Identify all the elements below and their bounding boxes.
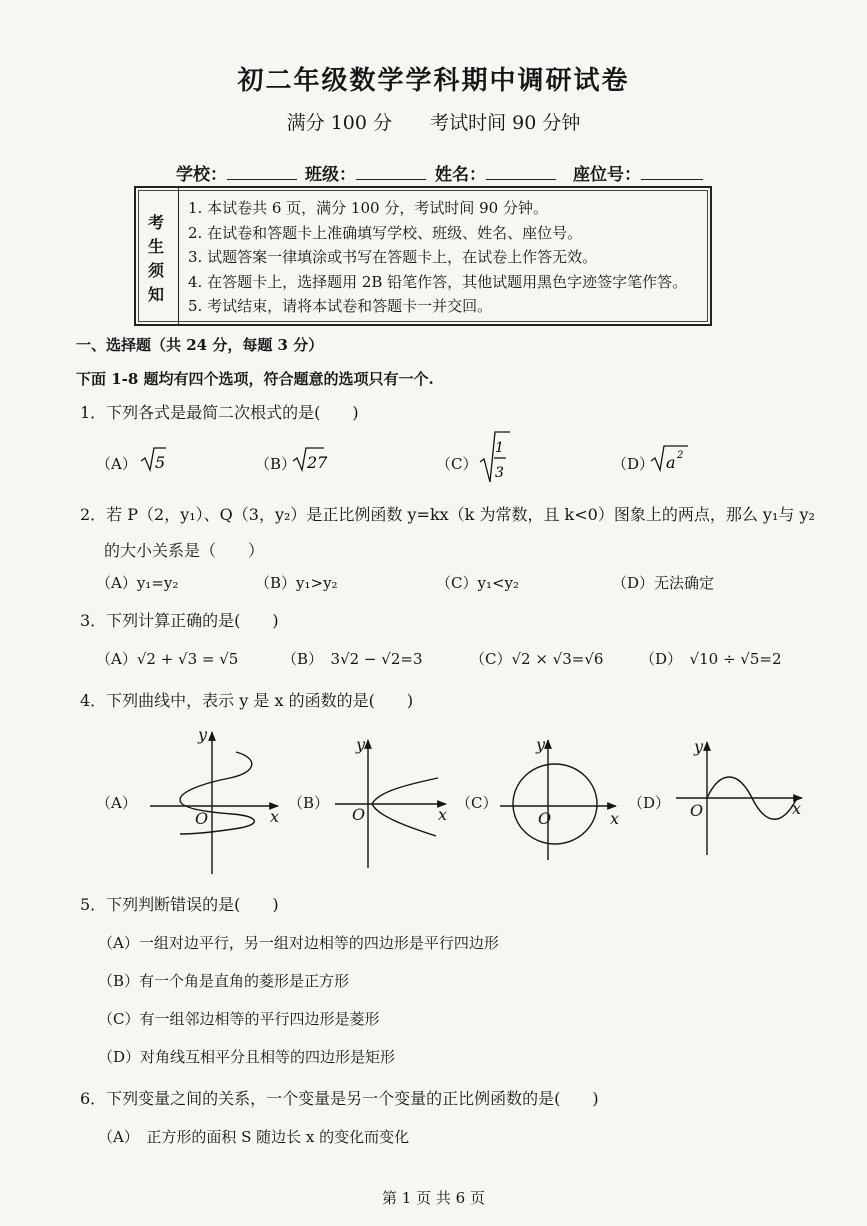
seat-label: 座位号： [573, 165, 641, 185]
notice-item: 1. 本试卷共 6 页，满分 100 分，考试时间 90 分钟。 [188, 199, 548, 217]
full-marks: 满分 100 分 [286, 112, 393, 134]
notice-item: 3. 试题答案一律填涂或书写在答题卡上，在试卷上作答无效。 [188, 248, 598, 266]
graph-b-origin: O [352, 805, 366, 824]
q1-option-c-label: （C） [436, 455, 478, 473]
q5-option-c: （C）有一组邻边相等的平行四边形是菱形 [98, 1010, 380, 1028]
q3-option-b: （B） 3√2 − √2=3 [282, 650, 423, 668]
graph-b [335, 740, 446, 868]
graph-c-x-label: x [610, 809, 620, 828]
q1-radicand-a: 5 [155, 453, 166, 472]
q4-option-c-label: （C） [456, 794, 498, 812]
q3-option-d: （D） √10 ÷ √5=2 [640, 650, 782, 668]
notice-head-char: 生 [148, 237, 165, 256]
q1-radicand-c-den: 3 [495, 465, 504, 481]
q1-radicand-b: 27 [307, 453, 328, 472]
graph-d-y-label: y [694, 737, 704, 756]
graph-b-x-label: x [438, 805, 448, 824]
q2-option-a: （A）y₁=y₂ [96, 574, 179, 592]
q1-exponent-d: 2 [677, 450, 684, 461]
notice-item: 2. 在试卷和答题卡上准确填写学校、班级、姓名、座位号。 [188, 223, 583, 242]
q1-option-a-label: （A） [96, 455, 137, 473]
notice-head-char: 知 [148, 285, 165, 304]
notice-item: 5. 考试结束，请将本试卷和答题卡一并交回。 [188, 297, 493, 315]
question-2-stem-line1: 2．若 P（2，y₁）、Q（3，y₂）是正比例函数 y=kx（k 为常数，且 k<0）图象上的两点，那么 y₁与 y₂ [80, 505, 815, 524]
q6-option-a: （A） 正方形的面积 S 随边长 x 的变化而变化 [98, 1128, 410, 1146]
q2-option-d: （D）无法确定 [612, 574, 715, 592]
question-1-stem: 1．下列各式是最简二次根式的是( ) [80, 403, 359, 422]
q5-option-b: （B）有一个角是直角的菱形是正方形 [98, 972, 350, 990]
q5-option-a: （A）一组对边平行，另一组对边相等的四边形是平行四边形 [98, 934, 499, 952]
q4-option-a-label: （A） [96, 794, 137, 812]
q2-option-c: （C）y₁<y₂ [436, 574, 520, 592]
graph-d [676, 742, 802, 855]
notice-head-char: 须 [148, 261, 165, 280]
q2-option-b: （B）y₁>y₂ [255, 574, 338, 592]
section-title: 一、选择题（共 24 分，每题 3 分） [76, 336, 324, 354]
graph-a-y-label: y [198, 725, 208, 744]
graph-d-x-label: x [792, 799, 802, 818]
class-label: 班级： [305, 165, 356, 185]
q3-option-a: （A）√2 + √3 = √5 [96, 650, 239, 668]
question-2-stem-line2: 的大小关系是（ ） [104, 541, 265, 560]
graph-b-y-label: y [356, 735, 366, 754]
q1-radicand-d: a [666, 453, 676, 472]
notice-item: 4. 在答题卡上，选择题用 2B 铅笔作答，其他试题用黑色字迹签字笔作答。 [188, 272, 688, 291]
graph-a [150, 732, 278, 874]
graph-a-origin: O [195, 809, 209, 828]
graph-d-origin: O [690, 801, 704, 820]
name-label: 姓名： [435, 165, 486, 185]
q4-option-b-label: （B） [288, 794, 330, 812]
question-4-stem: 4．下列曲线中，表示 y 是 x 的函数的是( ) [80, 691, 414, 710]
q1-option-d-label: （D） [612, 455, 655, 473]
exam-title: 初二年级数学学科期中调研试卷 [237, 66, 630, 96]
question-5-stem: 5．下列判断错误的是( ) [80, 895, 279, 914]
question-3-stem: 3．下列计算正确的是( ) [80, 611, 279, 630]
notice-head-char: 考 [148, 213, 165, 232]
exam-time: 考试时间 90 分钟 [430, 112, 581, 134]
question-6-stem: 6．下列变量之间的关系，一个变量是另一个变量的正比例函数的是( ) [80, 1089, 599, 1108]
school-label: 学校： [176, 165, 227, 185]
q1-option-b-label: （B） [255, 455, 297, 473]
graph-c-y-label: y [536, 735, 546, 754]
q5-option-d: （D）对角线互相平分且相等的四边形是矩形 [98, 1048, 396, 1066]
section-instruction: 下面 1-8 题均有四个选项，符合题意的选项只有一个. [76, 370, 434, 388]
page-footer: 第 1 页 共 6 页 [382, 1189, 485, 1207]
graph-c-origin: O [538, 809, 552, 828]
graph-c [500, 740, 616, 860]
graph-a-x-label: x [270, 807, 280, 826]
q4-option-d-label: （D） [628, 794, 671, 812]
q3-option-c: （C）√2 × √3=√6 [470, 650, 604, 668]
q1-radicand-c-num: 1 [495, 440, 504, 456]
